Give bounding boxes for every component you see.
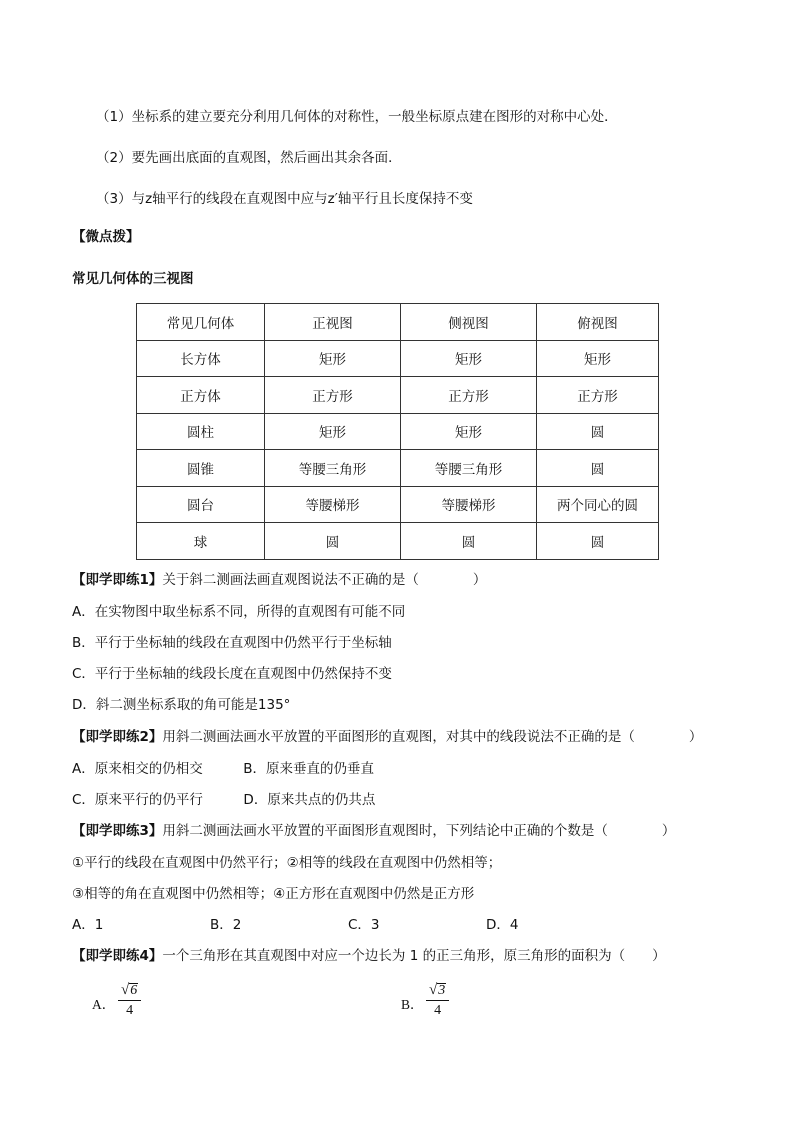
table-cell: 等腰梯形 <box>265 486 401 523</box>
table-row <box>137 486 659 523</box>
table-cell: 正方形 <box>265 377 401 414</box>
table-row <box>137 523 659 560</box>
question-3-statements-2: ③相等的角在直观图中仍然相等；④正方形在直观图中仍然是正方形 <box>72 886 475 902</box>
question-1-tag: 【即学即练1】 <box>72 572 163 588</box>
question-1-stem: 关于斜二测画法画直观图说法不正确的是（ ） <box>162 572 487 588</box>
table-title: 常见几何体的三视图 <box>72 271 194 287</box>
table-row <box>137 340 659 377</box>
question-3-stem: 用斜二测画法画水平放置的平面图形直观图时，下列结论中正确的个数是（ ） <box>162 823 676 839</box>
table-header-cell: 侧视图 <box>401 304 537 341</box>
question-3-statements-1: ①平行的线段在直观图中仍然平行；②相等的线段在直观图中仍然相等； <box>72 855 502 871</box>
note-1: （1）坐标系的建立要充分利用几何体的对称性，一般坐标原点建在图形的对称中心处． <box>96 109 618 125</box>
question-4-stem: 一个三角形在其直观图中对应一个边长为 1 的正三角形，原三角形的面积为（ ） <box>162 948 666 964</box>
question-4-option-a-fraction <box>118 982 141 1019</box>
question-3-option-c: C．3 <box>348 917 380 933</box>
table-cell: 正方形 <box>401 377 537 414</box>
table-cell: 圆 <box>265 523 401 560</box>
question-3-option-a: A．1 <box>72 917 104 933</box>
table-cell: 矩形 <box>265 340 401 377</box>
question-2-stem: 用斜二测画法画水平放置的平面图形的直观图，对其中的线段说法不正确的是（ ） <box>162 729 703 745</box>
question-2-tag: 【即学即练2】 <box>72 729 163 745</box>
table-cell: 正方体 <box>137 377 265 414</box>
sqrt-symbol: √ <box>429 982 438 998</box>
fraction-denominator: 4 <box>434 1003 442 1018</box>
table-cell: 圆 <box>537 523 659 560</box>
question-1-option-d: D．斜二测坐标系取的角可能是135° <box>72 697 291 713</box>
table-cell: 圆 <box>537 450 659 487</box>
note-2: （2）要先画出底面的直观图，然后画出其余各面． <box>96 150 402 166</box>
table-cell: 等腰三角形 <box>265 450 401 487</box>
question-4-stem-line <box>72 947 666 965</box>
table-cell: 矩形 <box>401 340 537 377</box>
question-1-stem-line <box>72 571 486 589</box>
question-4-option-b-fraction <box>426 982 449 1019</box>
question-3-stem-line <box>72 822 675 840</box>
section-tag: 【微点拨】 <box>72 229 140 245</box>
question-2-options-cd: C．原来平行的仍平行 D．原来共点的仍共点 <box>72 792 376 808</box>
table-cell: 等腰三角形 <box>401 450 537 487</box>
fraction-numerator <box>118 982 141 1001</box>
table-cell: 圆锥 <box>137 450 265 487</box>
table-header-cell: 俯视图 <box>537 304 659 341</box>
three-views-table <box>136 303 659 560</box>
table-cell: 圆 <box>537 413 659 450</box>
table-row <box>137 450 659 487</box>
table-cell: 两个同心的圆 <box>537 486 659 523</box>
question-3-option-d: D．4 <box>486 917 519 933</box>
radicand: 3 <box>438 983 446 998</box>
table-cell: 矩形 <box>265 413 401 450</box>
question-3-option-b: B．2 <box>210 917 242 933</box>
question-1-option-a: A．在实物图中取坐标系不同，所得的直观图有可能不同 <box>72 604 406 620</box>
question-1-option-c: C．平行于坐标轴的线段长度在直观图中仍然保持不变 <box>72 666 392 682</box>
question-2-options-ab: A．原来相交的仍相交 B．原来垂直的仍垂直 <box>72 761 374 777</box>
table-cell: 圆柱 <box>137 413 265 450</box>
radicand: 6 <box>130 983 138 998</box>
question-4-tag: 【即学即练4】 <box>72 948 163 964</box>
question-4-option-b-label: B． <box>401 997 424 1012</box>
question-1-option-b: B．平行于坐标轴的线段在直观图中仍然平行于坐标轴 <box>72 635 392 651</box>
question-4-option-a-label: A． <box>92 997 116 1012</box>
question-3-tag: 【即学即练3】 <box>72 823 163 839</box>
table-row <box>137 413 659 450</box>
fraction-denominator: 4 <box>126 1003 134 1018</box>
table-cell: 矩形 <box>401 413 537 450</box>
table-header-cell: 正视图 <box>265 304 401 341</box>
question-2-stem-line <box>72 728 702 746</box>
table-cell: 正方形 <box>537 377 659 414</box>
table-cell: 矩形 <box>537 340 659 377</box>
table-cell: 等腰梯形 <box>401 486 537 523</box>
table-header-cell: 常见几何体 <box>137 304 265 341</box>
table-row <box>137 377 659 414</box>
table-cell: 圆 <box>401 523 537 560</box>
note-3: （3）与z轴平行的线段在直观图中应与z′轴平行且长度保持不变 <box>96 191 473 207</box>
table-cell: 球 <box>137 523 265 560</box>
sqrt-symbol: √ <box>121 982 130 998</box>
table-cell: 长方体 <box>137 340 265 377</box>
table-header-row <box>137 304 659 341</box>
table-cell: 圆台 <box>137 486 265 523</box>
fraction-numerator <box>426 982 449 1001</box>
